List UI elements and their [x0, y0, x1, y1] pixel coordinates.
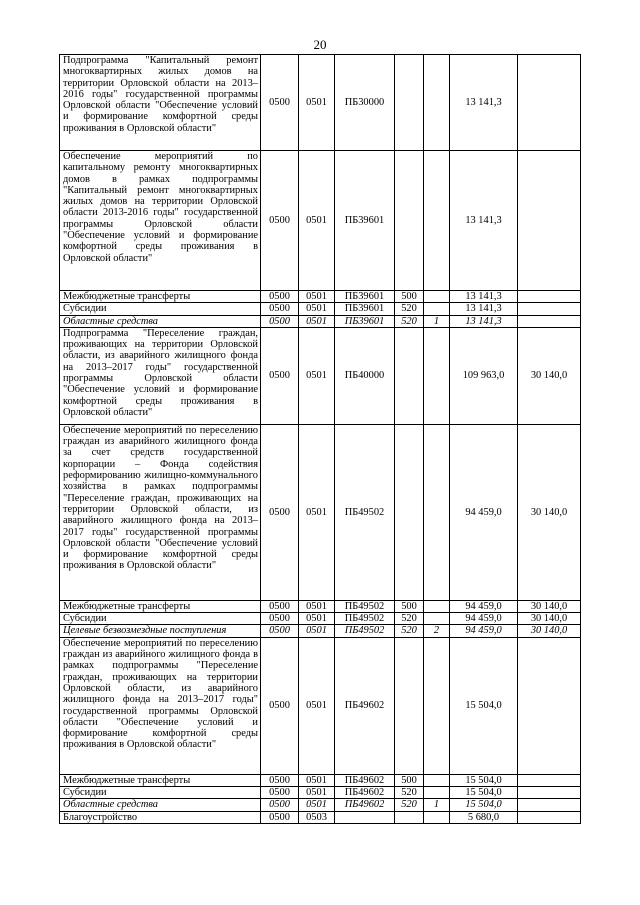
cell-source: 1	[424, 799, 450, 811]
cell-subsection: 0501	[299, 303, 335, 315]
cell-section: 0500	[261, 787, 299, 799]
cell-source	[424, 637, 450, 774]
cell-source	[424, 55, 450, 151]
cell-subsection: 0503	[299, 811, 335, 823]
cell-section: 0500	[261, 291, 299, 303]
cell-name: Областные средства	[60, 315, 261, 327]
cell-name: Подпрограмма "Переселение граждан, проживающих на территории Орловской области, из аварийного жилищного фонда на 2013–2017 годы" государственной программы Орловской области "Обеспечение условий и формирование комфортной среды проживания в Орловской области"	[60, 327, 261, 424]
cell-expense-type	[395, 151, 424, 291]
cell-section: 0500	[261, 151, 299, 291]
cell-sum: 94 459,0	[450, 613, 518, 625]
cell-expense-type	[395, 55, 424, 151]
cell-target-article: ПБ49602	[335, 787, 395, 799]
table-row	[60, 315, 581, 327]
cell-target-article: ПБ49502	[335, 600, 395, 612]
cell-sum-federal	[518, 151, 581, 291]
cell-sum-federal	[518, 637, 581, 774]
cell-subsection: 0501	[299, 637, 335, 774]
cell-section: 0500	[261, 55, 299, 151]
cell-sum: 15 504,0	[450, 774, 518, 786]
cell-sum: 13 141,3	[450, 315, 518, 327]
cell-sum-federal	[518, 799, 581, 811]
cell-target-article: ПБ49602	[335, 637, 395, 774]
cell-section: 0500	[261, 303, 299, 315]
cell-expense-type: 520	[395, 625, 424, 637]
cell-target-article: ПБ40000	[335, 327, 395, 424]
cell-expense-type: 520	[395, 799, 424, 811]
cell-name: Целевые безвозмездные поступления	[60, 625, 261, 637]
cell-expense-type: 500	[395, 291, 424, 303]
table-row	[60, 55, 581, 151]
cell-subsection: 0501	[299, 291, 335, 303]
page-number: 20	[313, 37, 327, 52]
cell-section: 0500	[261, 424, 299, 600]
table-row	[60, 303, 581, 315]
cell-subsection: 0501	[299, 424, 335, 600]
cell-subsection: 0501	[299, 799, 335, 811]
cell-target-article: ПБ39601	[335, 303, 395, 315]
cell-source	[424, 424, 450, 600]
cell-subsection: 0501	[299, 151, 335, 291]
cell-section: 0500	[261, 600, 299, 612]
cell-target-article: ПБ39601	[335, 151, 395, 291]
cell-expense-type: 520	[395, 613, 424, 625]
cell-expense-type: 520	[395, 787, 424, 799]
cell-source: 1	[424, 315, 450, 327]
cell-sum: 15 504,0	[450, 637, 518, 774]
cell-name: Межбюджетные трансферты	[60, 291, 261, 303]
cell-section: 0500	[261, 637, 299, 774]
cell-sum: 5 680,0	[450, 811, 518, 823]
table-row	[60, 625, 581, 637]
cell-source	[424, 327, 450, 424]
cell-sum-federal	[518, 811, 581, 823]
cell-expense-type	[395, 811, 424, 823]
table-row	[60, 613, 581, 625]
cell-sum: 94 459,0	[450, 424, 518, 600]
cell-sum: 94 459,0	[450, 625, 518, 637]
cell-section: 0500	[261, 799, 299, 811]
cell-sum-federal: 30 140,0	[518, 424, 581, 600]
cell-sum: 15 504,0	[450, 787, 518, 799]
cell-sum: 94 459,0	[450, 600, 518, 612]
table-row	[60, 424, 581, 600]
cell-expense-type: 520	[395, 303, 424, 315]
cell-expense-type	[395, 327, 424, 424]
cell-section: 0500	[261, 811, 299, 823]
cell-source	[424, 811, 450, 823]
cell-sum: 13 141,3	[450, 291, 518, 303]
cell-source	[424, 774, 450, 786]
cell-target-article: ПБ39601	[335, 315, 395, 327]
table-row	[60, 799, 581, 811]
cell-subsection: 0501	[299, 55, 335, 151]
cell-subsection: 0501	[299, 600, 335, 612]
cell-sum: 13 141,3	[450, 303, 518, 315]
table-row	[60, 774, 581, 786]
table-row	[60, 151, 581, 291]
cell-source	[424, 303, 450, 315]
cell-name: Субсидии	[60, 787, 261, 799]
table-row	[60, 327, 581, 424]
cell-source	[424, 613, 450, 625]
cell-target-article: ПБ49602	[335, 774, 395, 786]
cell-sum-federal: 30 140,0	[518, 600, 581, 612]
cell-sum-federal	[518, 55, 581, 151]
cell-sum: 13 141,3	[450, 151, 518, 291]
cell-name: Областные средства	[60, 799, 261, 811]
cell-sum-federal	[518, 303, 581, 315]
cell-expense-type: 500	[395, 600, 424, 612]
cell-name: Межбюджетные трансферты	[60, 600, 261, 612]
table-row	[60, 600, 581, 612]
cell-source	[424, 291, 450, 303]
cell-target-article: ПБ49502	[335, 625, 395, 637]
cell-sum-federal	[518, 315, 581, 327]
cell-source	[424, 787, 450, 799]
cell-expense-type: 520	[395, 315, 424, 327]
table-row	[60, 291, 581, 303]
cell-section: 0500	[261, 774, 299, 786]
cell-section: 0500	[261, 613, 299, 625]
cell-expense-type	[395, 424, 424, 600]
cell-source	[424, 151, 450, 291]
cell-sum-federal	[518, 787, 581, 799]
cell-sum-federal	[518, 774, 581, 786]
cell-sum: 15 504,0	[450, 799, 518, 811]
cell-section: 0500	[261, 625, 299, 637]
cell-sum-federal	[518, 291, 581, 303]
cell-sum: 109 963,0	[450, 327, 518, 424]
cell-section: 0500	[261, 315, 299, 327]
cell-target-article: ПБ49602	[335, 799, 395, 811]
cell-name: Обеспечение мероприятий по переселению граждан из аварийного жилищного фонда в рамках подпрограммы "Переселение граждан, проживающих на территории Орловской области, из аварийного жилищного фонда на 2013–2017 годы" государственной программы Орловской области "Обеспечение условий и формирование комфортной среды проживания в Орловской области"	[60, 637, 261, 774]
cell-sum-federal: 30 140,0	[518, 613, 581, 625]
cell-subsection: 0501	[299, 787, 335, 799]
cell-subsection: 0501	[299, 327, 335, 424]
cell-name: Подпрограмма "Капитальный ремонт многоквартирных жилых домов на территории Орловской области на 2013–2016 годы" государственной программы Орловской области "Обеспечение условий и формирование комфортной среды проживания в Орловской области"	[60, 55, 261, 151]
table-row	[60, 787, 581, 799]
cell-sum-federal: 30 140,0	[518, 625, 581, 637]
cell-subsection: 0501	[299, 774, 335, 786]
cell-target-article: ПБ49502	[335, 613, 395, 625]
budget-table	[59, 54, 581, 824]
cell-subsection: 0501	[299, 315, 335, 327]
cell-target-article: ПБ39601	[335, 291, 395, 303]
cell-sum-federal: 30 140,0	[518, 327, 581, 424]
cell-name: Субсидии	[60, 303, 261, 315]
table-row	[60, 811, 581, 823]
cell-sum: 13 141,3	[450, 55, 518, 151]
cell-subsection: 0501	[299, 625, 335, 637]
cell-source: 2	[424, 625, 450, 637]
cell-source	[424, 600, 450, 612]
cell-expense-type	[395, 637, 424, 774]
cell-name: Обеспечение мероприятий по переселению граждан из аварийного жилищного фонда за счет средств государственной корпорации – Фонда содействия реформированию жилищно-коммунального хозяйства в рамках подпрограммы "Переселение граждан, проживающих на территории Орловской области, из аварийного жилищного фонда на 2013–2017 годы" государственной программы Орловской области "Обеспечение условий и формирование комфортной среды проживания в Орловской области"	[60, 424, 261, 600]
cell-name: Межбюджетные трансферты	[60, 774, 261, 786]
cell-target-article: ПБ30000	[335, 55, 395, 151]
cell-subsection: 0501	[299, 613, 335, 625]
cell-target-article: ПБ49502	[335, 424, 395, 600]
cell-name: Благоустройство	[60, 811, 261, 823]
cell-name: Субсидии	[60, 613, 261, 625]
cell-target-article	[335, 811, 395, 823]
cell-section: 0500	[261, 327, 299, 424]
table-row	[60, 637, 581, 774]
cell-expense-type: 500	[395, 774, 424, 786]
cell-name: Обеспечение мероприятий по капитальному ремонту многоквартирных домов в рамках подпрограммы "Капитальный ремонт многоквартирных жилых домов на территории Орловской области 2013-2016 годы" государственной программы Орловской области "Обеспечение условий и формирование комфортной среды проживания в Орловской области"	[60, 151, 261, 291]
